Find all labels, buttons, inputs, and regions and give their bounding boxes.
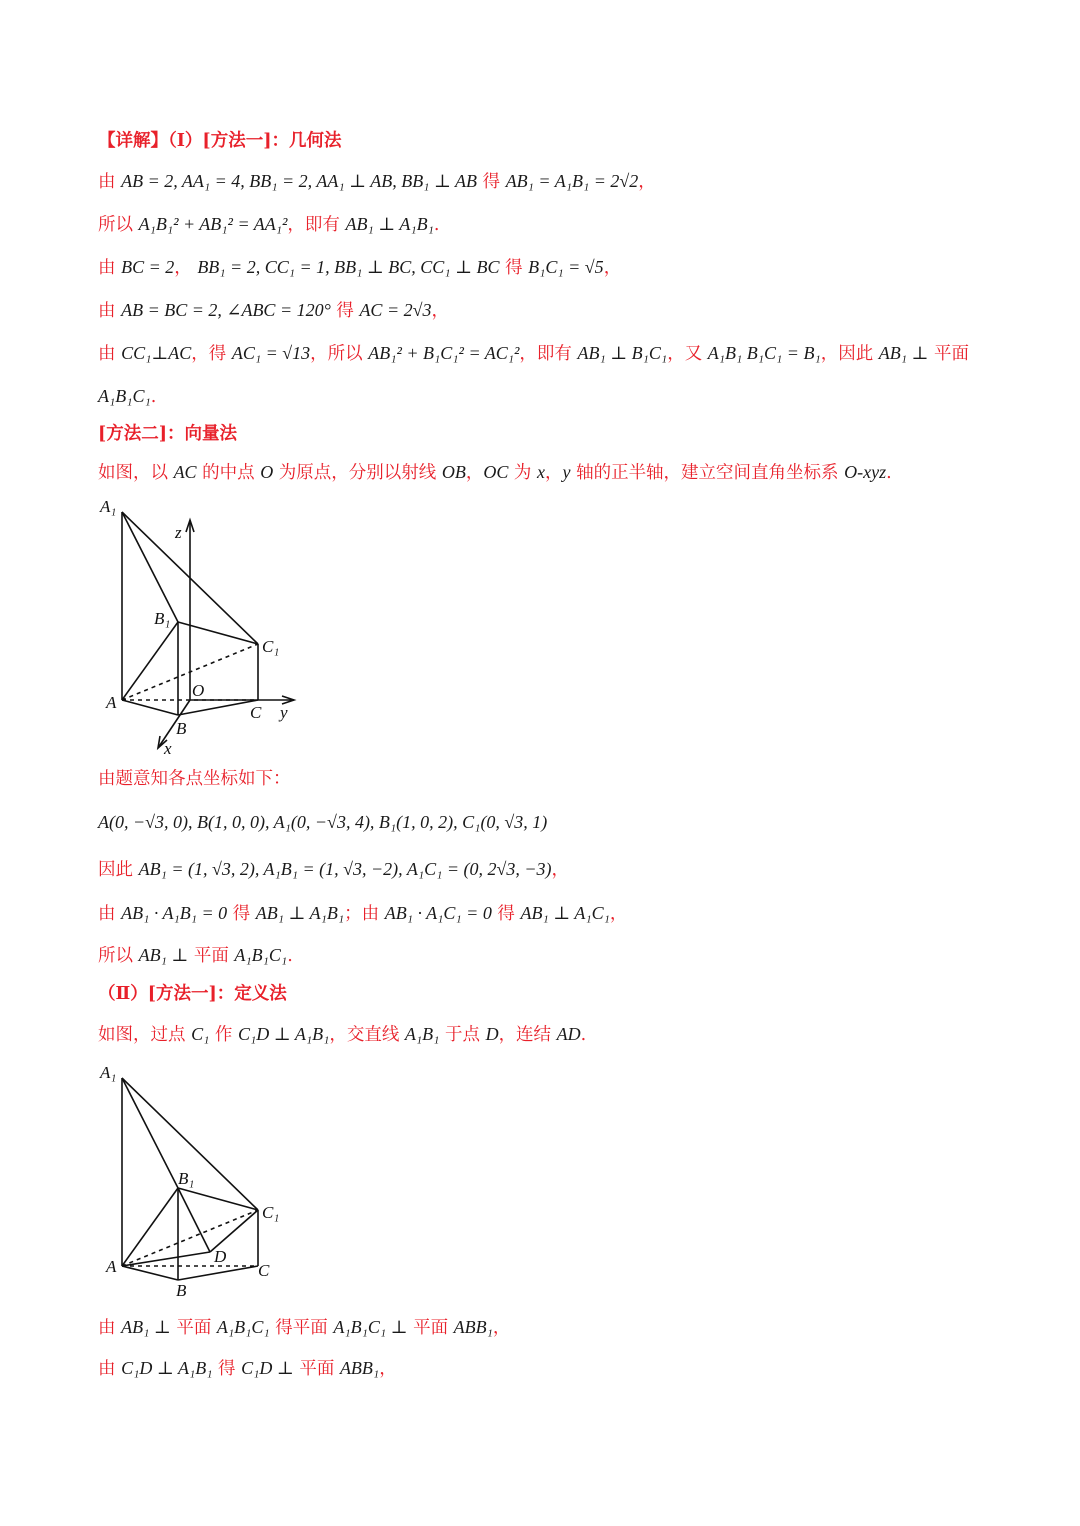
- section-heading: [98, 422, 237, 446]
- text-run: 平面: [407, 1318, 454, 1338]
- math-expression: AC₁ = √13: [231, 343, 311, 363]
- segment-b1-d: [178, 1188, 210, 1252]
- label-b1: B₁: [178, 1169, 195, 1188]
- label-d: D: [214, 1247, 227, 1266]
- text-run: ，: [174, 258, 198, 278]
- text-run: ，交直线: [329, 1025, 405, 1045]
- label-b: B: [176, 719, 187, 738]
- text-run: 作: [209, 1025, 238, 1045]
- label-c: C: [250, 703, 262, 722]
- text-run: 由: [98, 1318, 122, 1338]
- text-run: .: [886, 463, 892, 483]
- text-run: 为原点，分别以射线: [273, 463, 442, 483]
- text-run: 由: [98, 301, 122, 321]
- math-expression: OB: [441, 462, 466, 482]
- text-run: 得: [227, 904, 256, 924]
- text-run: ，: [638, 172, 656, 192]
- text-run: 得: [491, 904, 521, 924]
- text-run: 所以: [98, 215, 139, 235]
- text-run: ，因此: [820, 344, 879, 364]
- math-expression: CC₁⊥AC: [121, 343, 192, 363]
- text-run: .: [287, 946, 293, 966]
- text-run: ，得: [191, 344, 232, 364]
- label-a: A: [106, 693, 117, 712]
- segment-c1-d: [210, 1210, 258, 1252]
- label-x: x: [164, 739, 172, 757]
- label-a1: A₁: [100, 1063, 117, 1082]
- text-line: [98, 341, 969, 366]
- text-run: 平面: [928, 344, 970, 364]
- text-run: ，: [609, 904, 628, 924]
- text-run: 得: [330, 301, 360, 321]
- text-run: [方法二]：向量法: [98, 424, 238, 444]
- text-line: [98, 460, 892, 485]
- text-run: .: [580, 1025, 587, 1045]
- text-run: 平面: [188, 946, 235, 966]
- math-expression: AC = 2√3: [359, 300, 432, 320]
- text-line: [98, 810, 547, 835]
- edge-a-b: [122, 1266, 178, 1280]
- text-run: .: [150, 387, 157, 407]
- math-expression: AB₁² + B₁C₁² = AC₁²: [368, 343, 520, 363]
- math-expression: AB₁ ⊥ A₁C₁: [520, 903, 610, 923]
- text-line: [98, 384, 156, 409]
- edge-a-b: [122, 700, 178, 715]
- text-run: ，即有: [287, 215, 346, 235]
- math-expression: AB₁ ⊥ B₁C₁: [577, 343, 668, 363]
- math-expression: AB₁ ⊥ A₁B₁: [345, 214, 434, 234]
- text-run: 于点: [439, 1025, 486, 1045]
- figure-coordinate-prism: [98, 492, 308, 757]
- text-line: [98, 212, 439, 237]
- text-run: 平面: [293, 1359, 340, 1379]
- label-a: A: [106, 1257, 117, 1276]
- text-line: [98, 255, 621, 280]
- edge-a-b1: [122, 1188, 178, 1266]
- text-line: [98, 1315, 510, 1340]
- label-b: B: [176, 1281, 187, 1298]
- text-line: [98, 1356, 397, 1381]
- segment-a-d: [122, 1252, 210, 1266]
- math-expression: C₁: [191, 1024, 210, 1044]
- math-expression: A₁B₁C₁: [216, 1317, 270, 1337]
- label-c1: C₁: [262, 637, 280, 656]
- text-run: 得平面: [269, 1318, 334, 1338]
- label-b1: B₁: [154, 609, 171, 628]
- text-run: 如图，以: [98, 463, 174, 483]
- math-expression: A(0, −√3, 0), B(1, 0, 0), A₁(0, −√3, 4), B₁(1, 0, 2), C₁(0, √3, 1): [98, 812, 548, 832]
- text-run: 平面: [170, 1318, 217, 1338]
- math-expression: A₁B₁C₁: [234, 945, 288, 965]
- text-run: ；由: [344, 904, 385, 924]
- math-expression: D: [485, 1024, 499, 1044]
- text-line: [98, 1022, 586, 1047]
- text-run: ，: [551, 860, 570, 880]
- text-run: 轴的正半轴，建立空间直角坐标系: [570, 463, 845, 483]
- math-expression: AB₁ ⊥: [878, 343, 929, 363]
- math-expression: A₁B₁C₁: [98, 386, 151, 406]
- text-run: 由: [98, 1359, 122, 1379]
- edge-a1-c1: [122, 1078, 258, 1210]
- math-expression: AD: [556, 1024, 581, 1044]
- math-expression: AB₁ · A₁B₁ = 0: [121, 903, 228, 923]
- label-o: O: [192, 681, 205, 700]
- text-run: 得: [212, 1359, 242, 1379]
- text-run: 如图，过点: [98, 1025, 192, 1045]
- math-expression: AB₁ ⊥: [138, 945, 189, 965]
- math-expression: AB₁ · A₁C₁ = 0: [384, 903, 492, 923]
- math-expression: AB₁ ⊥ A₁B₁: [255, 903, 345, 923]
- label-z: z: [175, 523, 182, 542]
- text-run: 得: [477, 172, 506, 192]
- text-line: [98, 943, 293, 968]
- math-expression: y: [562, 462, 571, 482]
- text-run: 因此: [98, 860, 139, 880]
- text-run: ，又: [667, 344, 708, 364]
- math-expression: AB₁ ⊥: [121, 1317, 171, 1337]
- text-run: ，连结: [498, 1025, 557, 1045]
- text-line: [98, 298, 449, 323]
- math-expression: A₁B₁ B₁C₁ = B₁: [707, 343, 821, 363]
- text-run: ，: [431, 301, 449, 321]
- text-run: 由: [98, 258, 122, 278]
- math-expression: C₁D ⊥ A₁B₁: [121, 1358, 213, 1378]
- math-expression: AB₁ = (1, √3, 2), A₁B₁ = (1, √3, −2), A₁C₁ = (0, 2√3, −3): [138, 859, 552, 879]
- math-expression: C₁D ⊥ A₁B₁: [237, 1024, 330, 1044]
- edge-a1-b1: [122, 512, 178, 622]
- label-c1: C₁: [262, 1203, 280, 1222]
- math-expression: C₁D ⊥: [241, 1358, 294, 1378]
- section-heading: [98, 129, 342, 153]
- text-run: 为: [508, 463, 537, 483]
- math-expression: B₁C₁ = √5: [528, 257, 604, 277]
- text-run: ，: [492, 1318, 511, 1338]
- math-expression: BC = 2: [121, 257, 175, 277]
- text-run: 由题意知各点坐标如下：: [98, 769, 291, 789]
- math-expression: AB₁ = A₁B₁ = 2√2: [505, 171, 639, 191]
- math-expression: OC: [483, 462, 509, 482]
- edge-a-b1: [122, 622, 178, 700]
- math-expression: AB = BC = 2, ∠ABC = 120°: [121, 300, 331, 320]
- edge-b-c: [178, 700, 258, 715]
- text-run: ，: [545, 463, 563, 483]
- label-c: C: [258, 1261, 270, 1280]
- text-run: 由: [98, 904, 122, 924]
- text-line: [98, 767, 291, 791]
- text-line: [98, 857, 569, 882]
- math-expression: A₁B₁² + AB₁² = AA₁²: [138, 214, 288, 234]
- math-expression: ABB₁: [453, 1317, 493, 1337]
- text-run: ，: [603, 258, 622, 278]
- math-expression: AB = 2, AA₁ = 4, BB₁ = 2, AA₁ ⊥ AB, BB₁ ⊥ AB: [121, 171, 478, 191]
- edge-a1-b1: [122, 1078, 178, 1188]
- label-a1: A₁: [100, 497, 117, 516]
- math-expression: O-xyz: [844, 462, 887, 482]
- text-run: ，即有: [519, 344, 578, 364]
- math-expression: A₁B₁C₁ ⊥: [333, 1317, 408, 1337]
- text-run: 得: [499, 258, 529, 278]
- text-line: [98, 901, 627, 926]
- section-heading: [98, 982, 287, 1006]
- text-run: 【详解】（Ⅰ）[方法一]：几何法: [98, 131, 342, 151]
- text-run: 由: [98, 172, 122, 192]
- math-expression: x: [537, 462, 545, 482]
- text-run: 所以: [98, 946, 139, 966]
- text-run: 的中点: [196, 463, 261, 483]
- text-run: 由: [98, 344, 122, 364]
- label-y: y: [280, 703, 288, 722]
- edge-b-c: [178, 1266, 258, 1280]
- text-run: ，: [379, 1359, 397, 1379]
- math-expression: ABB₁: [339, 1358, 380, 1378]
- math-expression: BB₁ = 2, CC₁ = 1, BB₁ ⊥ BC, CC₁ ⊥ BC: [197, 257, 500, 277]
- text-run: ，所以: [310, 344, 369, 364]
- text-run: （Ⅱ）[方法一]：定义法: [98, 984, 287, 1004]
- math-expression: O: [260, 462, 274, 482]
- text-run: ，: [465, 463, 484, 483]
- math-expression: AC: [173, 462, 197, 482]
- text-line: [98, 169, 656, 194]
- figure-prism-point-d: [98, 1058, 298, 1298]
- math-expression: A₁B₁: [404, 1024, 440, 1044]
- text-run: .: [433, 215, 440, 235]
